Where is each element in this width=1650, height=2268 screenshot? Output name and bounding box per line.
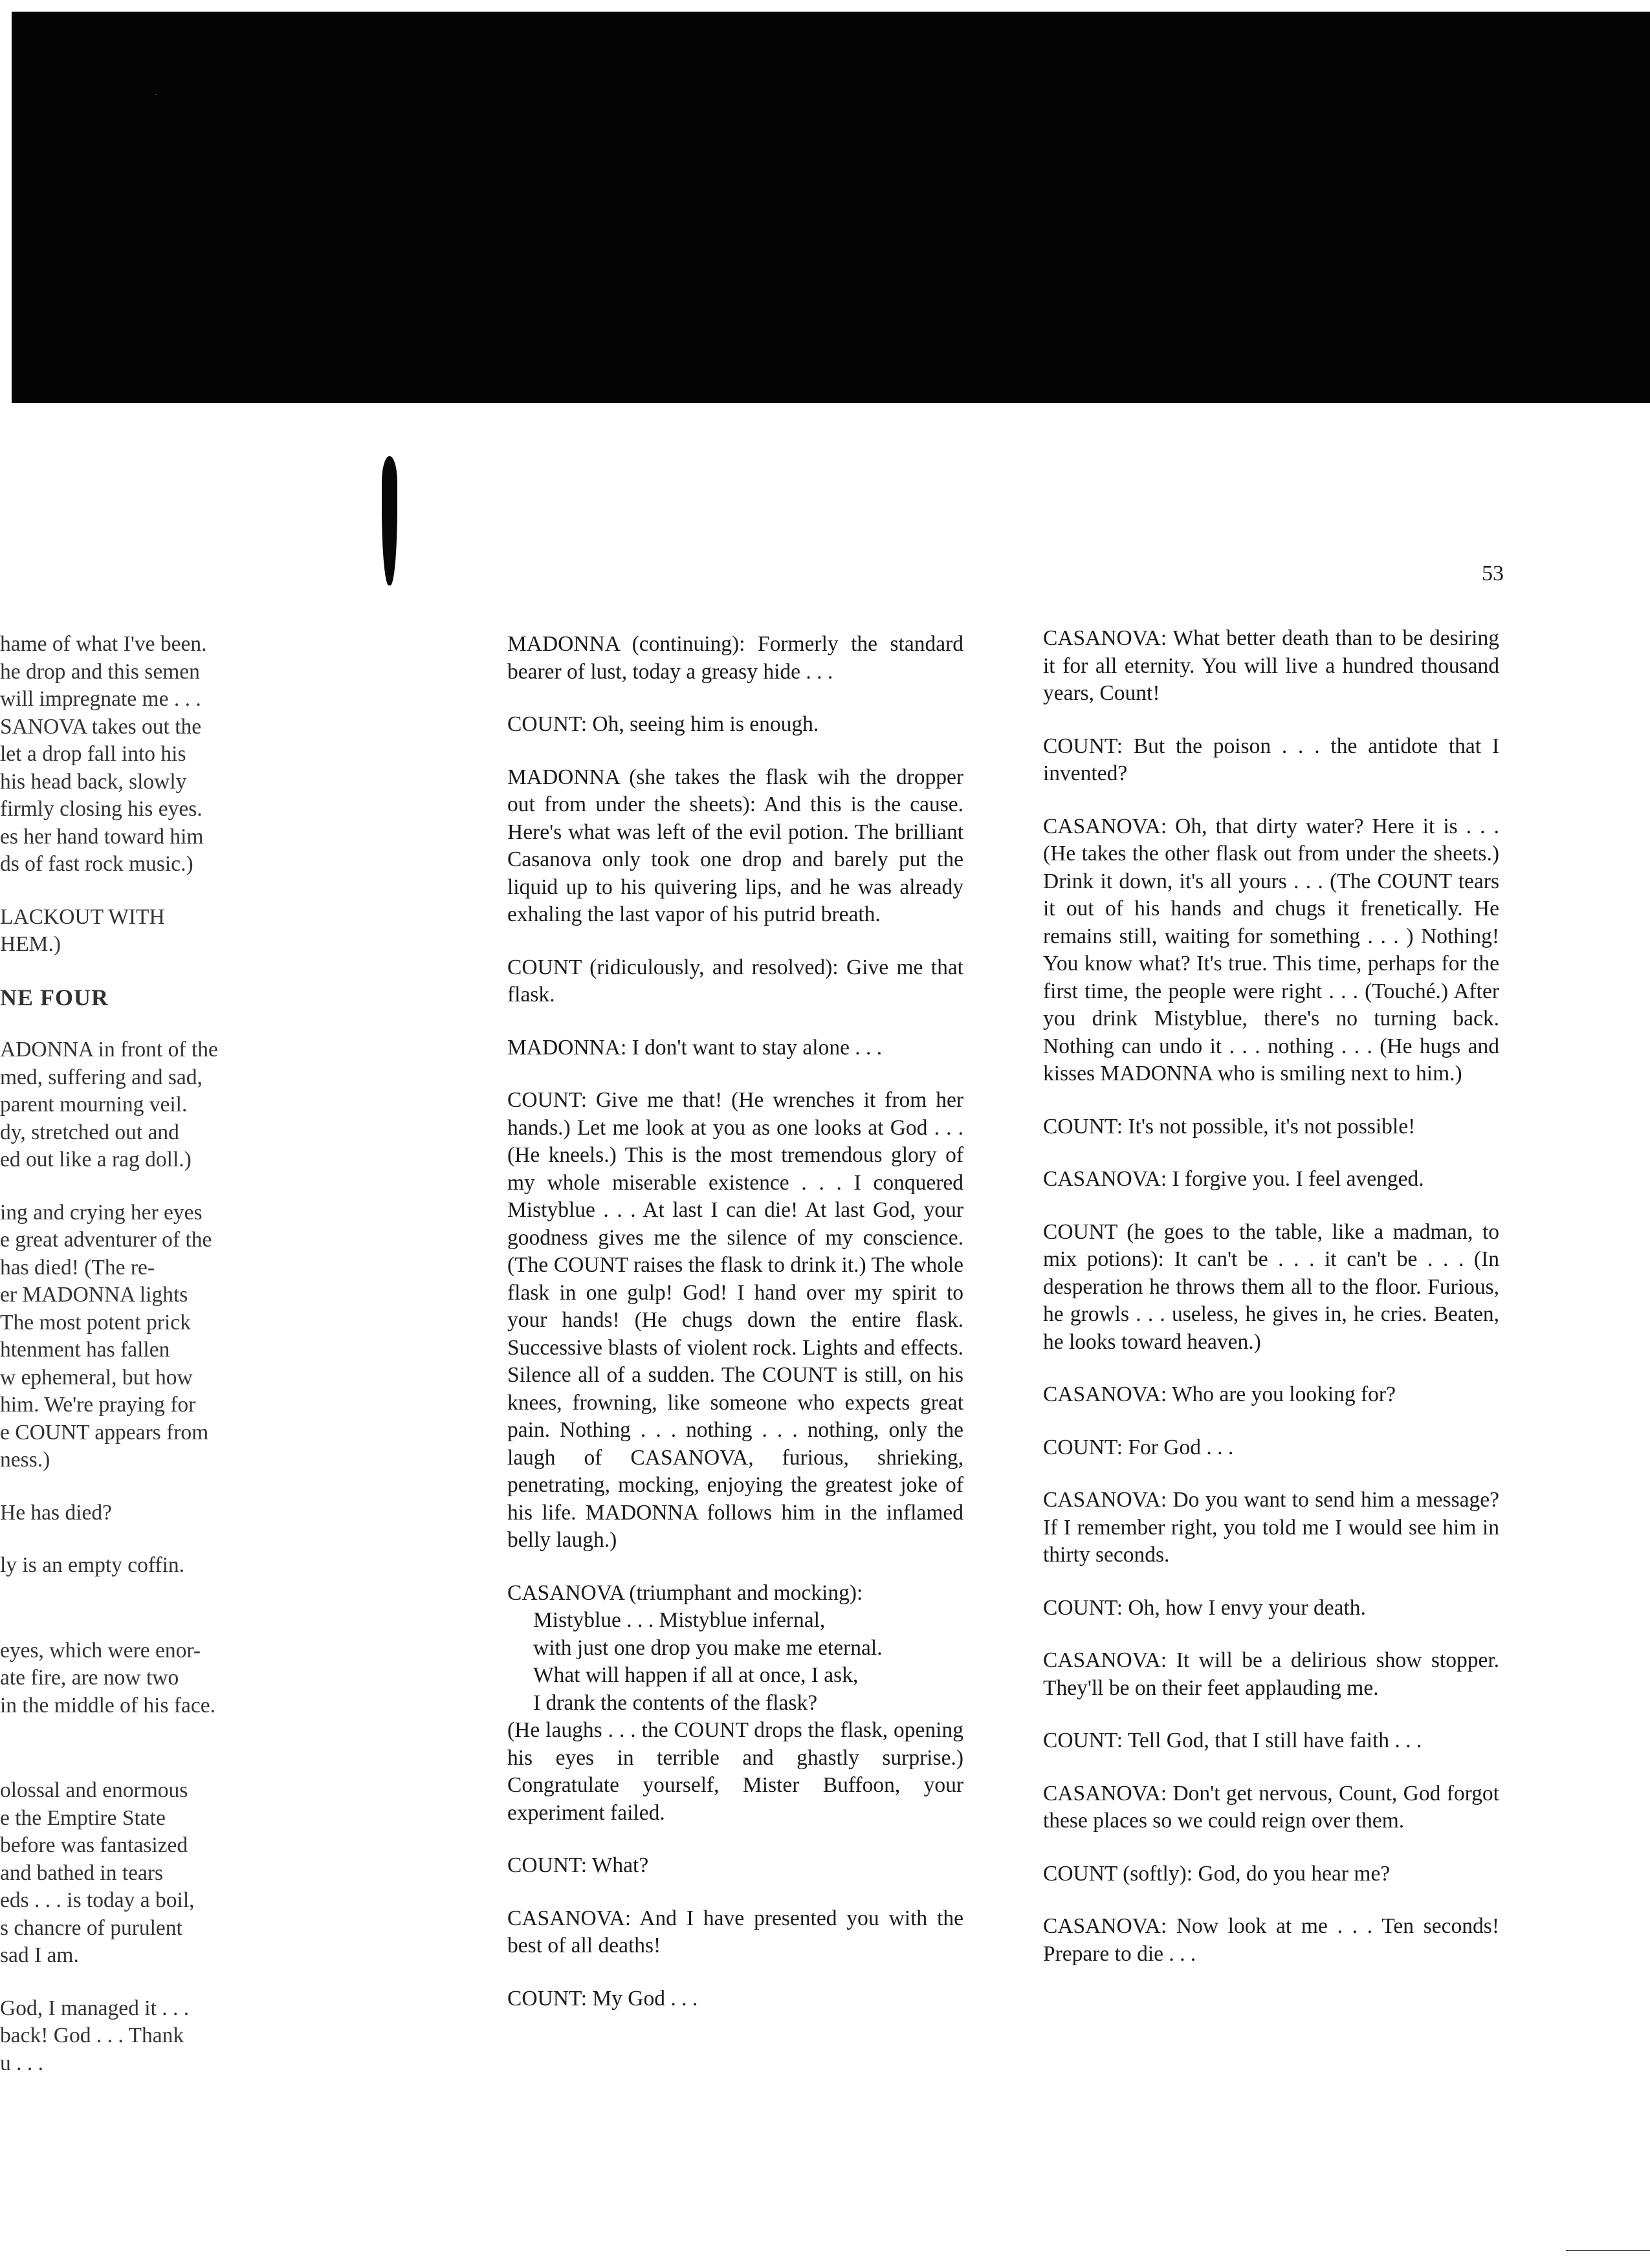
- fragment-line: He has died?: [0, 1500, 113, 1525]
- paragraph: COUNT: It's not possible, it's not possible!: [1043, 1114, 1416, 1139]
- fragment-line: hame of what I've been.: [0, 632, 207, 656]
- fragment-line: e great adventurer of the: [0, 1228, 212, 1252]
- fragment-line: ness.): [0, 1448, 50, 1472]
- fragment-line: in the middle of his face.: [0, 1693, 216, 1717]
- scan-black-band: [12, 12, 1650, 403]
- verse-line: with just one drop you make me eternal.: [533, 1635, 883, 1660]
- paragraph: COUNT: Oh, how I envy your death.: [1043, 1595, 1366, 1620]
- fragment-line: ds of fast rock music.): [0, 852, 193, 876]
- paragraph: COUNT (he goes to the table, like a madman, to mix potions): It can't be . . . it can't be . . . (In desperation he throws them all to the floor. Furious, he growls . . . useless, he gives in, he cries. Beaten, he looks toward heaven.): [1043, 1219, 1499, 1354]
- paragraph: CASANOVA: Now look at me . . . Ten seconds! Prepare to die . . .: [1043, 1914, 1499, 1966]
- fragment-line: HEM.): [0, 932, 61, 956]
- fragment-line: him. We're praying for: [0, 1393, 196, 1417]
- fragment-line: w ephemeral, but how: [0, 1365, 193, 1390]
- middle-column: [507, 631, 963, 2038]
- paragraph: CASANOVA: What better death than to be desiring it for all eternity. You will live a hundred thousand years, Count!: [1043, 626, 1499, 705]
- binding-shadow: [382, 456, 397, 585]
- paragraph: MADONNA: I don't want to stay alone . . .: [507, 1035, 883, 1060]
- paragraph: COUNT: My God . . .: [507, 1986, 698, 2011]
- fragment-line: will impregnate me . . .: [0, 687, 201, 711]
- paragraph: CASANOVA (triumphant and mocking):: [507, 1580, 863, 1605]
- page-number: 53: [1482, 562, 1504, 585]
- fragment-line: let a drop fall into his: [0, 742, 186, 766]
- fragment-line: er MADONNA lights: [0, 1283, 188, 1307]
- fragment-line: e the Emptire State: [0, 1805, 166, 1830]
- fragment-line: es her hand toward him: [0, 824, 204, 849]
- fragment-line: e COUNT appears from: [0, 1420, 209, 1445]
- fragment-line: has died! (The re-: [0, 1255, 155, 1280]
- fragment-line: ADONNA in front of the: [0, 1038, 218, 1062]
- spacer: [0, 1605, 272, 1637]
- fragment-line: The most potent prick: [0, 1310, 191, 1335]
- fragment-line: dy, stretched out and: [0, 1120, 179, 1144]
- paragraph: COUNT: Tell God, that I still have faith . . .: [1043, 1728, 1422, 1752]
- paragraph: COUNT: For God . . .: [1043, 1435, 1234, 1459]
- fragment-line: parent mourning veil.: [0, 1093, 188, 1117]
- verse-line: What will happen if all at once, I ask,: [533, 1663, 859, 1687]
- paragraph: CASANOVA: It will be a delirious show stopper. They'll be on their feet applauding me.: [1043, 1648, 1499, 1700]
- fragment-line: med, suffering and sad,: [0, 1065, 203, 1089]
- left-column-fragment: [0, 631, 272, 2102]
- verse-line: Mistyblue . . . Mistyblue infernal,: [533, 1608, 826, 1632]
- paragraph: COUNT (ridiculously, and resolved): Give me that flask.: [507, 955, 963, 1007]
- paragraph: CASANOVA: Don't get nervous, Count, God forgot these places so we could reign over them.: [1043, 1781, 1499, 1833]
- fragment-line: ate fire, are now two: [0, 1666, 179, 1690]
- spacer: [0, 1745, 272, 1777]
- fragment-line: u . . .: [0, 2051, 43, 2075]
- paragraph: CASANOVA: I forgive you. I feel avenged.: [1043, 1167, 1424, 1191]
- fragment-line: eyes, which were enor-: [0, 1638, 201, 1663]
- fragment-line: and bathed in tears: [0, 1860, 164, 1885]
- fragment-line: he drop and this semen: [0, 659, 200, 684]
- song-block: [507, 1580, 963, 1827]
- fragment-line: his head back, slowly: [0, 769, 187, 794]
- fragment-line: firmly closing his eyes.: [0, 797, 203, 821]
- fragment-line: ing and crying her eyes: [0, 1200, 203, 1225]
- scan-edge-line: [1566, 2250, 1650, 2251]
- paragraph: COUNT: What?: [507, 1853, 649, 1877]
- fragment-line: s chancre of purulent: [0, 1915, 182, 1940]
- fragment-line: htenment has fallen: [0, 1338, 170, 1362]
- scan-speck: [155, 94, 157, 95]
- paragraph: COUNT (softly): God, do you hear me?: [1043, 1861, 1391, 1886]
- paragraph: CASANOVA: And I have presented you with the best of all deaths!: [507, 1906, 963, 1957]
- fragment-line: God, I managed it . . .: [0, 1996, 190, 2020]
- fragment-line: LACKOUT WITH: [0, 904, 165, 929]
- paragraph: CASANOVA: Who are you looking for?: [1043, 1382, 1396, 1406]
- fragment-line: before was fantasized: [0, 1833, 188, 1857]
- paragraph: COUNT: Give me that! (He wrenches it from her hands.) Let me look at you as one looks at God . . . (He kneels.) This is the most tremendous glory of my whole miserable existence . . . I conquered Mistyblue . . . At last I can die! At last God, your goodness gives me the silence of my conscience. (The COUNT raises the flask to drink it.) The whole flask in one gulp! God! I hand over my spirit to your hands! (He chugs down the entire flask. Successive blasts of violent rock. Lights and effects. Silence all of a sudden. The COUNT is still, on his knees, frowning, like someone who expects great pain. Nothing . . . nothing . . . nothing, only the laugh of CASANOVA, furious, shrieking, penetrating, mocking, enjoying the greatest joke of his life. MADONNA follows him in the inflamed belly laugh.): [507, 1088, 963, 1552]
- fragment-line: sad I am.: [0, 1943, 79, 1967]
- paragraph: CASANOVA: Do you want to send him a message? If I remember right, you told me I would see him in thirty seconds.: [1043, 1488, 1499, 1567]
- paragraph: COUNT: Oh, seeing him is enough.: [507, 712, 819, 736]
- paragraph: (He laughs . . . the COUNT drops the flask, opening his eyes in terrible and ghastly surprise.) Congratulate yourself, Mister Buffoon, your experiment failed.: [507, 1718, 963, 1825]
- scene-heading: NE FOUR: [0, 984, 109, 1010]
- fragment-line: SANOVA takes out the: [0, 714, 202, 739]
- fragment-line: ly is an empty coffin.: [0, 1553, 185, 1577]
- paragraph: MADONNA (continuing): Formerly the standard bearer of lust, today a greasy hide . . .: [507, 632, 963, 684]
- fragment-line: back! God . . . Thank: [0, 2023, 184, 2047]
- paragraph: COUNT: But the poison . . . the antidote that I invented?: [1043, 734, 1499, 785]
- fragment-line: eds . . . is today a boil,: [0, 1888, 195, 1912]
- paragraph: MADONNA (she takes the flask wih the dropper out from under the sheets): And this is the cause. Here's what was left of the evil potion. The brilliant Casanova only took one drop and barely put the liquid up to his quivering lips, and he was already exhaling the last vapor of his putrid breath.: [507, 765, 963, 926]
- right-column: [1043, 625, 1499, 1993]
- fragment-line: olossal and enormous: [0, 1778, 188, 1802]
- fragment-line: ed out like a rag doll.): [0, 1148, 192, 1172]
- paragraph: CASANOVA: Oh, that dirty water? Here it is . . . (He takes the other flask out from under the sheets.) Drink it down, it's all yours . . . (The COUNT tears it out of his hands and chugs it frenetically. He remains still, waiting for something . . . ) Nothing! You know what? It's true. This time, perhaps for the first time, the people were right . . . (Touché.) After you drink Mistyblue, there's no turning back. Nothing can undo it . . . nothing . . . (He hugs and kisses MADONNA who is smiling next to him.): [1043, 814, 1499, 1085]
- verse-line: I drank the contents of the flask?: [533, 1690, 818, 1715]
